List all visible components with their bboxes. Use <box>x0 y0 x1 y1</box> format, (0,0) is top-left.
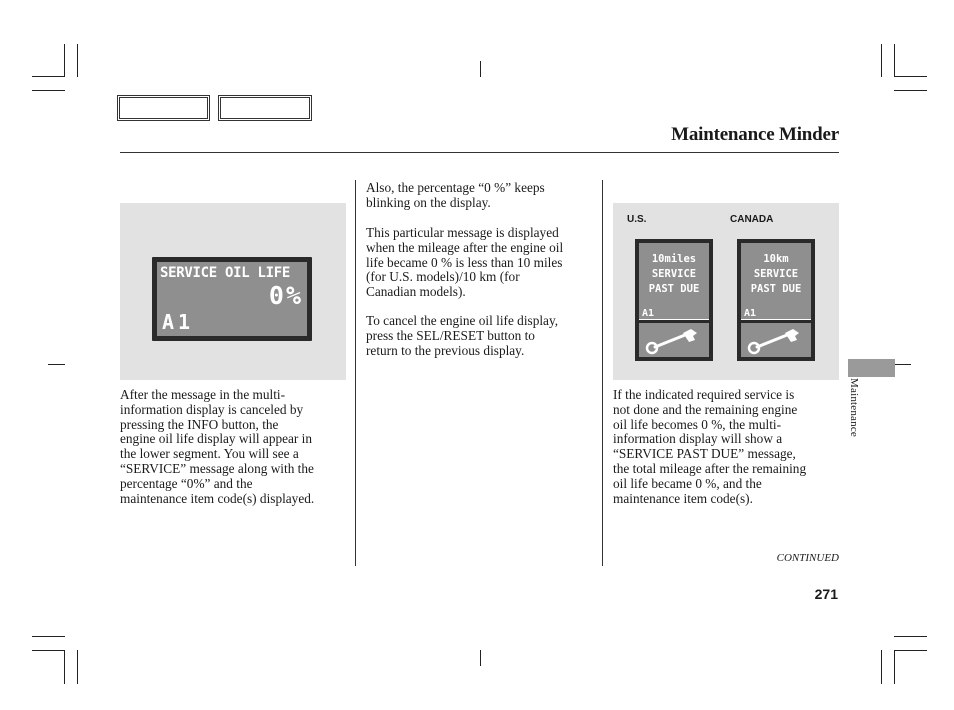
left-paragraph: After the message in the multi- information display is canceled by pressing the INFO button, the engine oil life display will appear in the lower segment. You will see a “SERVICE” message along with the percentage “0%” and the maintenance item code(s) displayed. <box>120 387 315 506</box>
canada-display-service: SERVICE <box>753 268 799 280</box>
crop-mark <box>894 650 895 684</box>
us-label: U.S. <box>627 214 647 225</box>
us-display-service: SERVICE <box>651 268 697 280</box>
page-title: Maintenance Minder <box>671 124 839 145</box>
canada-display-past-due: PAST DUE <box>750 283 802 295</box>
wrench-icon <box>639 323 709 357</box>
crop-mark <box>32 90 65 91</box>
us-display-mileage: 10miles <box>651 253 697 265</box>
us-display-past-due: PAST DUE <box>648 283 700 295</box>
wrench-icon <box>741 323 811 357</box>
header-rule <box>120 152 839 153</box>
header-box-right <box>218 95 312 121</box>
crop-mark <box>894 90 927 91</box>
canada-display <box>737 239 815 361</box>
crop-mark <box>480 61 481 77</box>
display-separator <box>741 319 811 320</box>
us-display-code: A1 <box>642 308 655 319</box>
column-divider <box>602 180 603 566</box>
crop-mark <box>894 44 895 77</box>
crop-mark <box>32 76 65 77</box>
continued-note: CONTINUED <box>776 552 839 564</box>
crop-mark <box>881 44 882 77</box>
lcd-maintenance-code: A1 <box>162 310 195 334</box>
page-number: 271 <box>814 586 838 602</box>
crop-mark <box>48 364 65 365</box>
lcd-percent: 0% <box>268 281 303 310</box>
crop-mark <box>894 76 927 77</box>
crop-mark <box>77 650 78 684</box>
middle-paragraph-1: Also, the percentage “0 %” keeps blinking on the display. <box>366 180 545 210</box>
crop-mark <box>77 44 78 77</box>
section-tab <box>848 359 895 377</box>
lcd-message: SERVICE OIL LIFE <box>160 265 291 281</box>
crop-mark <box>894 650 927 651</box>
canada-label: CANADA <box>730 214 774 225</box>
us-display <box>635 239 713 361</box>
canada-display-code: A1 <box>744 308 757 319</box>
crop-mark <box>894 364 911 365</box>
display-separator <box>639 319 709 320</box>
header-box-left <box>117 95 210 121</box>
column-divider <box>355 180 356 566</box>
crop-mark <box>894 636 927 637</box>
crop-mark <box>32 650 65 651</box>
section-label: Maintenance <box>848 378 860 438</box>
crop-mark <box>480 650 481 666</box>
right-paragraph: If the indicated required service is not done and the remaining engine oil life becomes 0 %, the multi- information display will show a “SERVICE PAST DUE” message, the total mileage after the remaining oil life became 0 %, and the maintenance item code(s). <box>613 387 807 506</box>
crop-mark <box>32 636 65 637</box>
oil-life-display <box>152 257 312 341</box>
canada-display-distance: 10km <box>763 253 789 265</box>
crop-mark <box>881 650 882 684</box>
crop-mark <box>64 650 65 684</box>
middle-paragraph-2: This particular message is displayed when the mileage after the engine oil life became 0 % is less than 10 miles (for U.S. models)/10 km (for Canadian models). <box>366 225 564 300</box>
middle-paragraph-3: To cancel the engine oil life display, press the SEL/RESET button to return to the previous display. <box>366 313 559 358</box>
crop-mark <box>64 44 65 77</box>
